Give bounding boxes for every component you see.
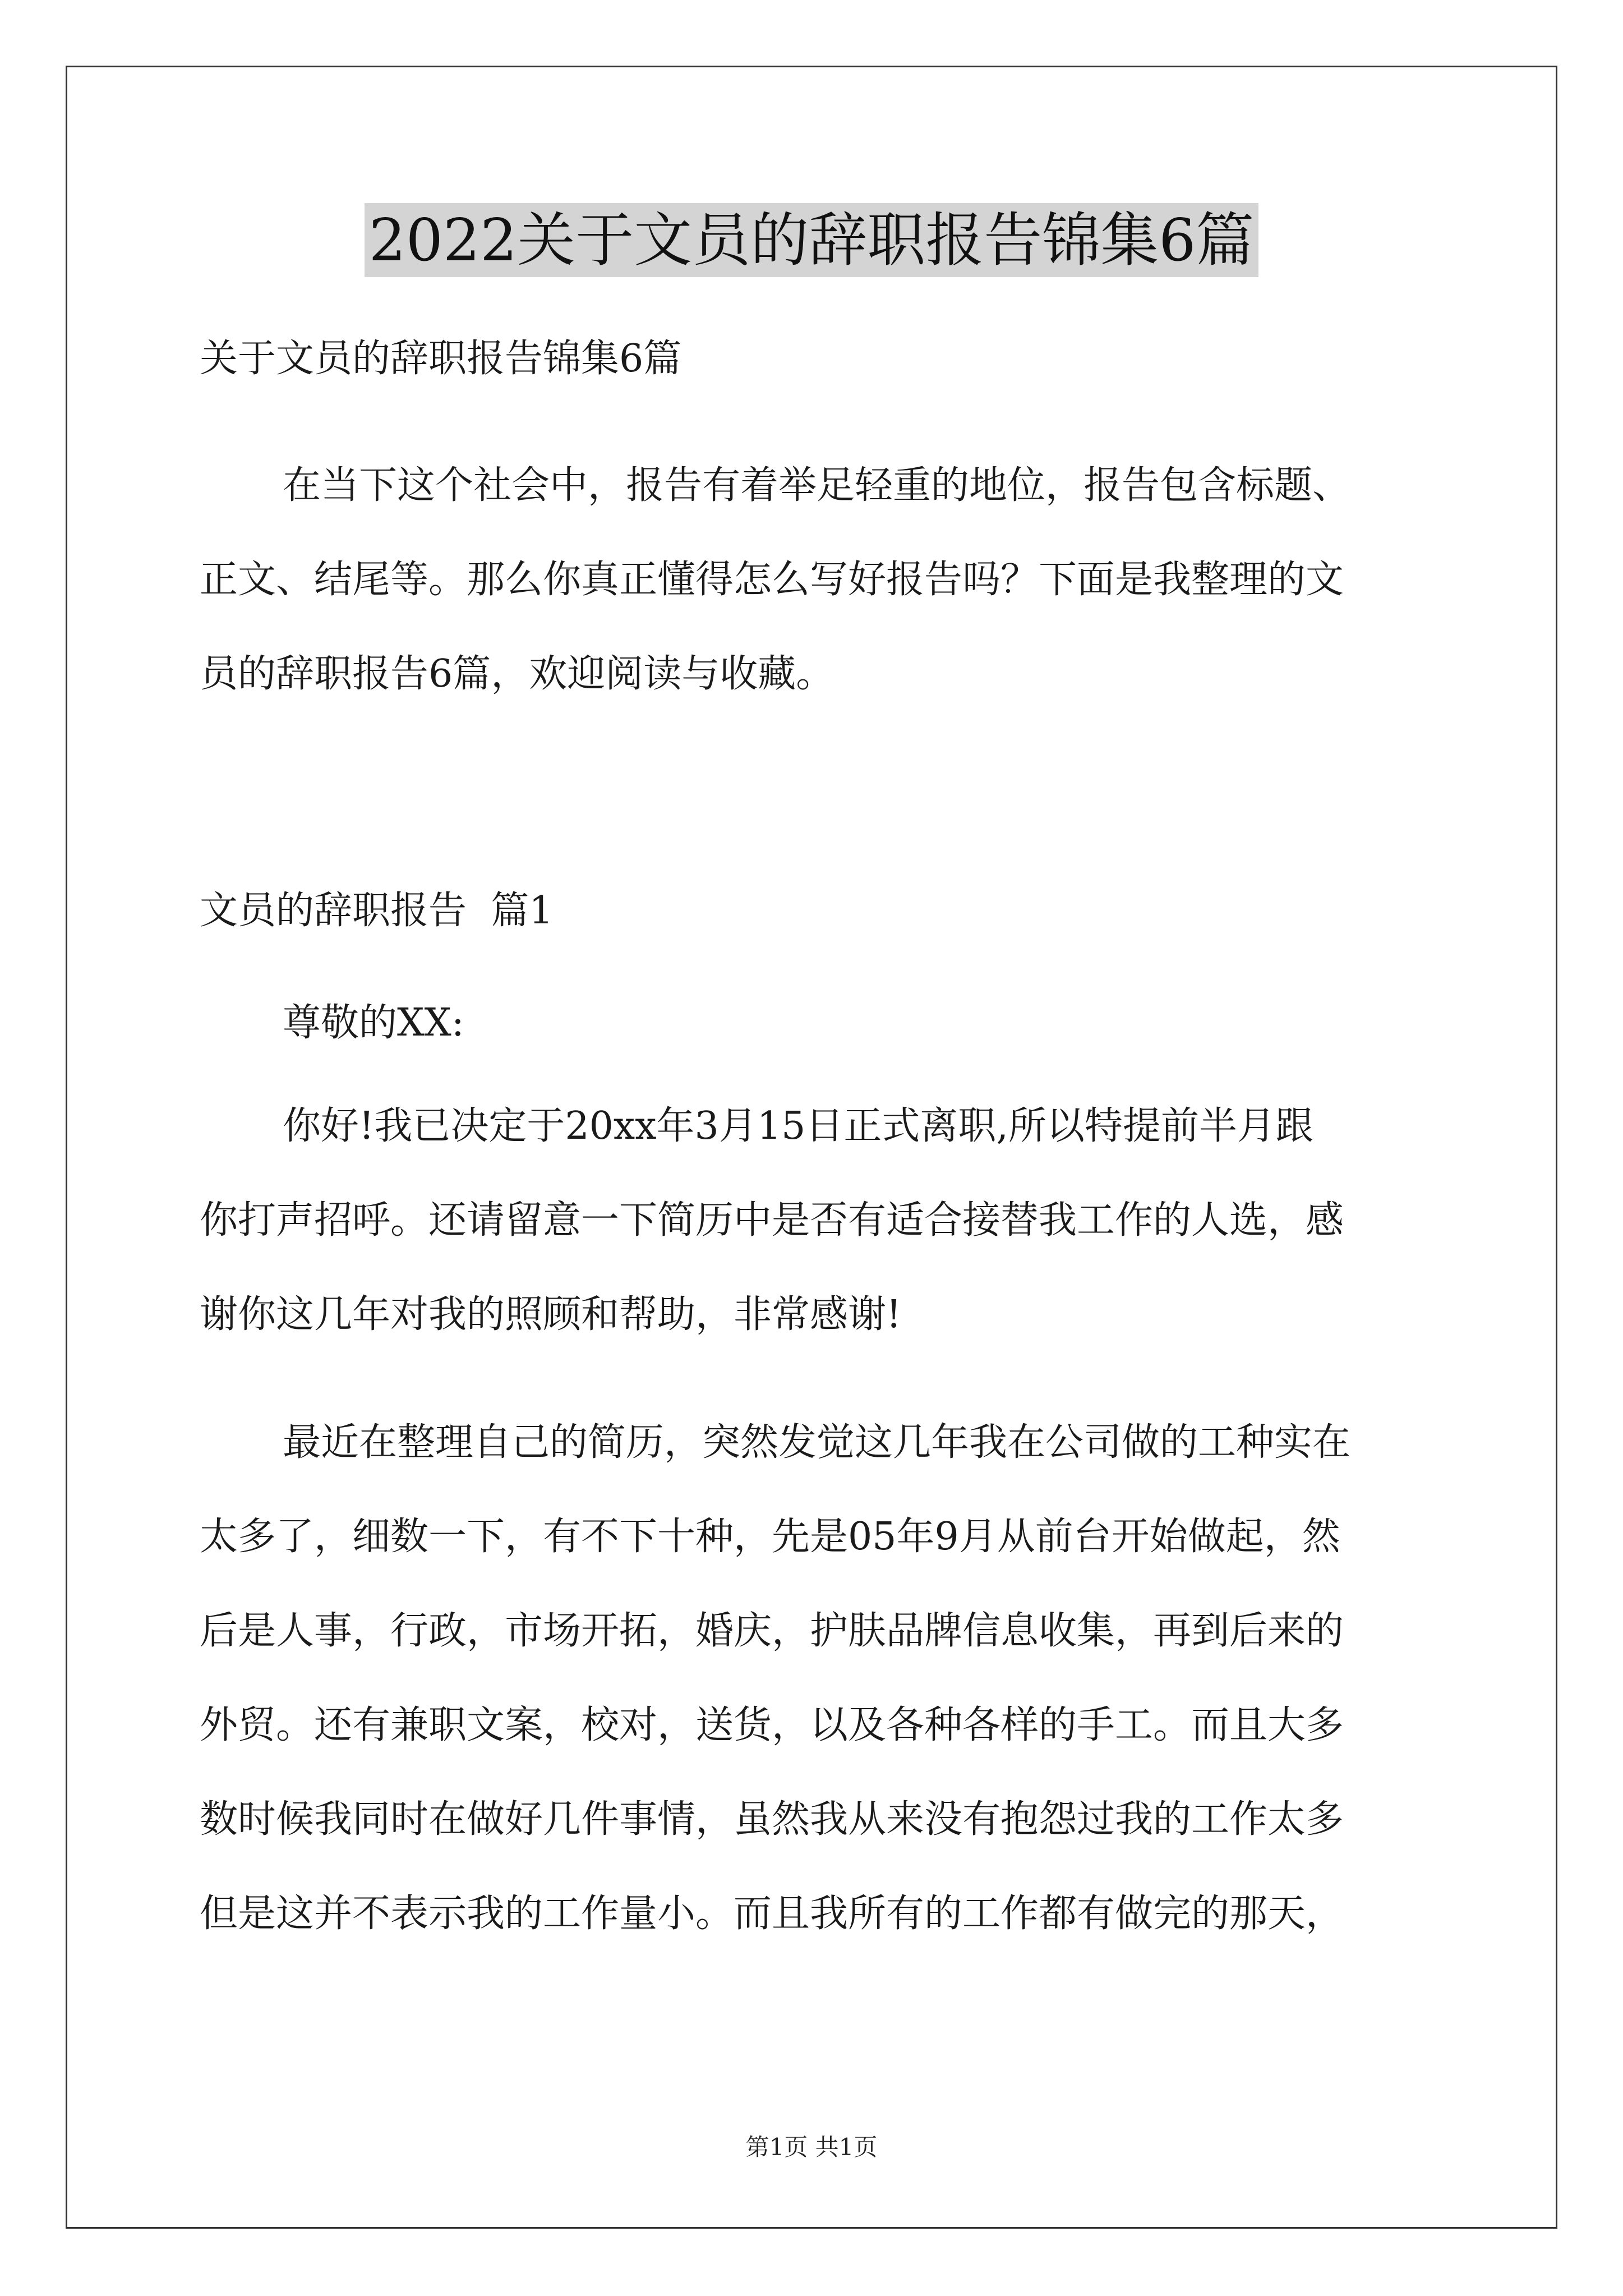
salutation: 尊敬的XX: [283,1001,464,1045]
paragraph1-line-3: 谢你这几年对我的照顾和帮助，非常感谢! [200,1292,902,1337]
paragraph2-line-6: 但是这并不表示我的工作量小。而且我所有的工作都有做完的那天， [200,1892,1344,1936]
title-container [0,203,1623,277]
document-subtitle: 关于文员的辞职报告锦集6篇 [200,337,682,381]
intro-line-3: 员的辞职报告6篇，欢迎阅读与收藏。 [200,652,834,696]
paragraph2-line-5: 数时候我同时在做好几件事情，虽然我从来没有抱怨过我的工作太多 [200,1797,1344,1842]
paragraph2-line-2: 太多了，细数一下，有不下十种，先是05年9月从前台开始做起，然 [200,1515,1340,1559]
paragraph1-line-1: 你好!我已决定于20xx年3月15日正式离职,所以特提前半月跟 [283,1104,1313,1148]
section-heading: 文员的辞职报告 篇1 [200,889,554,933]
page-footer: 第1页 共1页 [745,2133,878,2161]
intro-line-1: 在当下这个社会中，报告有着举足轻重的地位，报告包含标题、 [283,463,1351,508]
intro-line-2: 正文、结尾等。那么你真正懂得怎么写好报告吗？下面是我整理的文 [200,558,1344,602]
paragraph1-line-2: 你打声招呼。还请留意一下简历中是否有适合接替我工作的人选，感 [200,1198,1344,1243]
paragraph2-line-4: 外贸。还有兼职文案，校对，送货，以及各种各样的手工。而且大多 [200,1703,1344,1747]
paragraph2-line-3: 后是人事，行政，市场开拓，婚庆，护肤品牌信息收集，再到后来的 [200,1609,1344,1653]
document-title: 2022关于文员的辞职报告锦集6篇 [365,203,1259,277]
paragraph2-line-1: 最近在整理自己的简历，突然发觉这几年我在公司做的工种实在 [283,1420,1351,1465]
